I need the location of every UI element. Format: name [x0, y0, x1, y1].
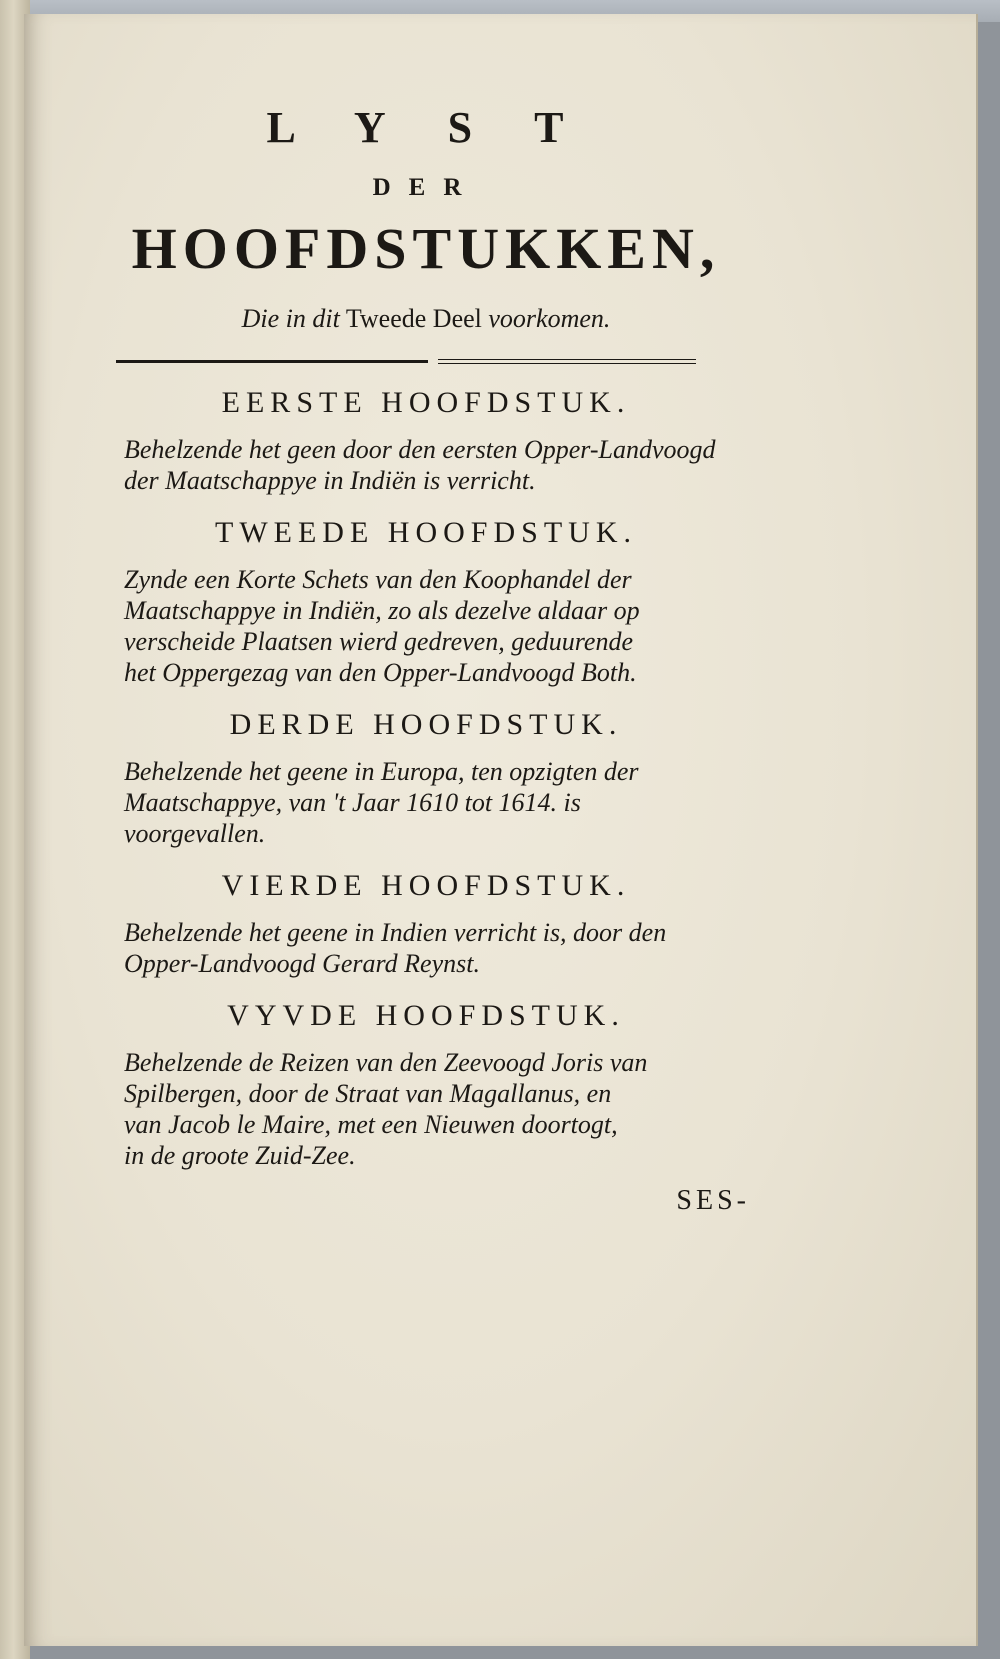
- chapter-description: [96, 564, 756, 688]
- catchword: SES-: [676, 1185, 750, 1216]
- chapter-heading: DERDE HOOFDSTUK.: [229, 708, 623, 741]
- subtitle: [96, 302, 756, 336]
- page-title: HOOFDSTUKKEN,: [131, 216, 721, 281]
- page-content: [96, 86, 756, 1217]
- chapter-description: [96, 1047, 756, 1171]
- chapter-entry-3: [96, 706, 756, 849]
- description-line: Behelzende het geene in Europa, ten opzigten der: [124, 757, 639, 786]
- chapter-heading: VYVDE HOOFDSTUK.: [227, 999, 625, 1032]
- description-line: Behelzende het geen door den eersten Opper-Landvoogd: [124, 435, 716, 464]
- description-line: voorgevallen.: [124, 819, 266, 848]
- title-lyst: LYST: [266, 103, 626, 152]
- description-line: verscheide Plaatsen wierd gedreven, geduurende: [124, 627, 633, 656]
- subtitle-part-3: voorkomen.: [488, 304, 611, 333]
- description-line: Behelzende de Reizen van den Zeevoogd Joris van: [124, 1048, 648, 1077]
- description-line: het Oppergezag van den Opper-Landvoogd Both.: [124, 658, 637, 687]
- description-line: Behelzende het geene in Indien verricht is, door den: [124, 918, 667, 947]
- subtitle-part-1: Die in dit: [241, 304, 340, 333]
- rule-thin-line: [438, 359, 696, 360]
- chapter-description: [96, 434, 756, 496]
- book-page: [24, 14, 978, 1646]
- description-line: der Maatschappye in Indiën is verricht.: [124, 466, 536, 495]
- chapter-entry-5: [96, 997, 756, 1171]
- chapter-entry-4: [96, 867, 756, 979]
- chapter-heading: TWEEDE HOOFDSTUK.: [215, 516, 637, 549]
- description-line: Opper-Landvoogd Gerard Reynst.: [124, 949, 480, 978]
- chapter-heading: VIERDE HOOFDSTUK.: [221, 869, 631, 902]
- ornamental-rule: [116, 358, 711, 366]
- rule-thin-line: [438, 363, 696, 364]
- description-line: Maatschappye in Indiën, zo als dezelve aldaar op: [124, 596, 640, 625]
- rule-thick-line: [116, 360, 428, 363]
- description-line: Maatschappye, van 't Jaar 1610 tot 1614. is: [124, 788, 581, 817]
- chapter-description: [96, 917, 756, 979]
- description-line: in de groote Zuid-Zee.: [124, 1141, 356, 1170]
- chapter-entry-1: [96, 384, 756, 496]
- chapter-description: [96, 756, 756, 849]
- description-line: Spilbergen, door de Straat van Magallanus, en: [124, 1079, 612, 1108]
- title-der: DER: [372, 174, 480, 201]
- subtitle-part-2: Tweede Deel: [345, 304, 482, 333]
- description-line: van Jacob le Maire, met een Nieuwen doortogt,: [124, 1110, 618, 1139]
- description-line: Zynde een Korte Schets van den Koophandel der: [124, 565, 632, 594]
- chapter-entry-2: [96, 514, 756, 688]
- chapter-heading: EERSTE HOOFDSTUK.: [221, 386, 631, 419]
